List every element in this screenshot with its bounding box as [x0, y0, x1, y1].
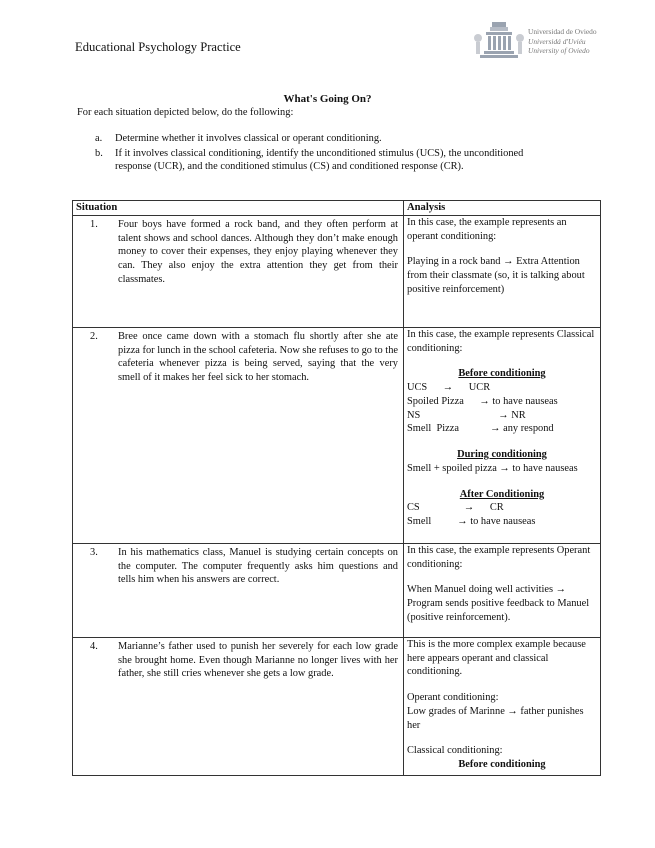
university-name-ast: Universidá d'Uviéu	[528, 36, 586, 46]
situation-number: 1.	[90, 218, 98, 230]
analysis-cell	[404, 327, 601, 543]
table-row	[73, 327, 601, 543]
situation-cell	[73, 327, 404, 543]
after-line: CS → CR	[407, 502, 504, 514]
table-row	[73, 637, 601, 775]
instruction-letter: b.	[95, 147, 103, 159]
situation-number: 2.	[90, 330, 98, 342]
university-name	[528, 27, 597, 56]
situation-cell	[73, 543, 404, 637]
situation-cell	[73, 637, 404, 775]
university-crest-icon	[472, 20, 526, 60]
before-line: UCS → UCR	[407, 382, 491, 394]
analysis-line: Operant conditioning:	[407, 692, 499, 704]
during-text: Smell + spoiled pizza → to have nauseas	[407, 462, 578, 474]
page-title: What's Going On?	[283, 93, 372, 105]
analysis-line: This is the more complex example because here appears operant and classical conditioning.	[407, 638, 586, 678]
situations-table	[72, 200, 601, 776]
column-header-analysis: Analysis	[404, 201, 601, 216]
situation-cell	[73, 215, 404, 327]
analysis-line: In this case, the example represents Operant conditioning:	[407, 544, 591, 570]
before-line: Spoiled Pizza → to have nauseas	[407, 395, 558, 407]
analysis-cell	[404, 215, 601, 327]
instruction-item	[95, 147, 555, 174]
before-line: Smell Pizza → any respond	[407, 423, 554, 435]
column-header-situation: Situation	[73, 201, 404, 216]
instruction-text: Determine whether it involves classical or operant conditioning.	[115, 133, 382, 144]
analysis-cell	[404, 543, 601, 637]
university-name-es: Universidad de Oviedo	[528, 27, 597, 36]
table-row	[73, 543, 601, 637]
analysis-line: Playing in a rock band → Extra Attention from their classmate (so, it is talking about positive reinforcement)	[407, 256, 585, 295]
analysis-cell	[404, 637, 601, 775]
instruction-text: If it involves classical conditioning, identify the unconditioned stimulus (UCS), the unconditioned response (UCR), and the conditioned stimulus (CS) and conditioned response (CR).	[115, 147, 524, 173]
before-conditioning-title: Before conditioning	[458, 368, 546, 380]
situation-number: 3.	[90, 546, 98, 558]
after-conditioning-title: After Conditioning	[459, 488, 545, 500]
table-row	[73, 215, 601, 327]
before-conditioning-title: Before conditioning	[458, 759, 546, 771]
analysis-line: When Manuel doing well activities → Program sends positive feedback to Manuel (positive reinforcement).	[407, 584, 590, 623]
intro-text: For each situation depicted below, do the following:	[77, 107, 294, 118]
during-conditioning-title: During conditioning	[457, 449, 547, 461]
situation-text: Marianne’s father used to punish her severely for each low grade she brought home. Even though Marianne no longer lives with her father, she still cries whenever she gets a low grade.	[118, 640, 398, 680]
situation-text: In his mathematics class, Manuel is studying certain concepts on the computer. The computer frequently asks him questions and tells him when his answers are correct.	[118, 546, 398, 586]
analysis-line: In this case, the example represents an operant conditioning:	[407, 216, 567, 242]
situation-number: 4.	[90, 640, 98, 652]
university-name-en: University of Oviedo	[528, 46, 590, 56]
analysis-line: Classical conditioning:	[407, 745, 503, 757]
instructions-list	[95, 132, 555, 175]
instruction-item	[95, 132, 555, 146]
after-line: Smell → to have nauseas	[407, 516, 536, 528]
instruction-letter: a.	[95, 133, 103, 144]
analysis-line: Low grades of Marinne → father punishes her	[407, 705, 584, 731]
table-header-row	[73, 201, 601, 216]
analysis-intro: In this case, the example represents Classical conditioning:	[407, 328, 595, 354]
before-line: NS → NR	[407, 409, 526, 421]
situation-text: Bree once came down with a stomach flu shortly after she ate pizza for lunch in the school cafeteria. Now she refuses to go to the cafeteria whenever pizza is being served, saying that the very smell of it makes her feel sick to her stomach.	[118, 330, 398, 384]
situation-text: Four boys have formed a rock band, and they often perform at talent shows and school dances. Although they don’t make enough money to cover their expenses, they enjoy playing whenever they can. They also enjoy the extra attention they get from their classmates.	[118, 218, 398, 285]
document-header-title: Educational Psychology Practice	[75, 40, 241, 54]
